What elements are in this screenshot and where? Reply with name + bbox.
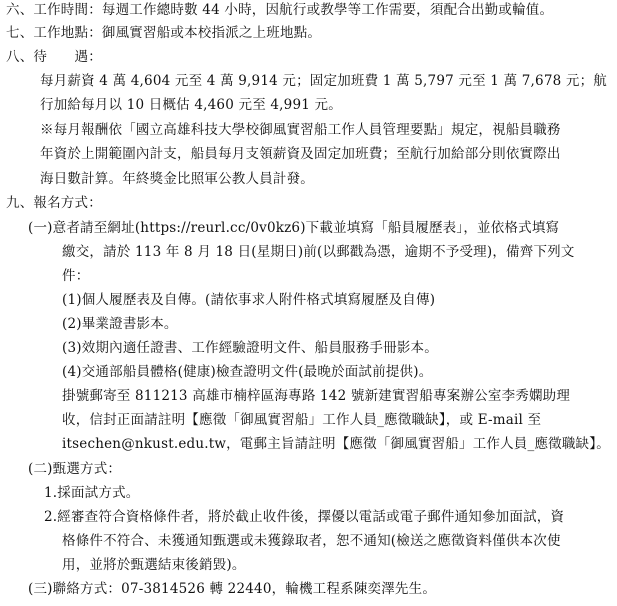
section-7-text: 御風實習船或本校指派之上班地點。 — [101, 25, 322, 41]
selection-item-1: 1.採面試方式。 — [44, 485, 140, 501]
mail-line-3: itsechen@nkust.edu.tw，電郵主旨請註明【應徵「御風實習船」工作人員_應徵職缺】。 — [62, 436, 610, 452]
salary-line-1: 每月薪資 4 萬 4,604 元至 4 萬 9,914 元；固定加班費 1 萬 5,797 元至 1 萬 7,678 元；航 — [40, 73, 608, 89]
section-9-label: 九、報名方式： — [6, 195, 102, 211]
document-item-1: (1)個人履歷表及自傳。(請依事求人附件格式填寫履歷及自傳) — [62, 292, 436, 308]
section-7-work-location — [6, 24, 321, 42]
selection-method-label: (二)甄選方式： — [28, 461, 122, 477]
application-line-3: 件： — [62, 268, 90, 284]
contact-info: (三)聯絡方式：07-3814526 轉 22440，輪機工程系陳奕澤先生。 — [28, 581, 437, 597]
selection-item-2-line-1: 2.經審查符合資格條件者，將於截止收件後，擇優以電話或電子郵件通知參加面試，資 — [44, 509, 565, 525]
document-item-2: (2)畢業證書影本。 — [62, 316, 178, 332]
application-line-2: 繳交，請於 113 年 8 月 18 日(星期日)前(以郵戳為憑，逾期不予受理)，備齊下列文 — [62, 244, 575, 260]
document-item-3: (3)效期內適任證書、工作經驗證明文件、船員服務手冊影本。 — [62, 340, 438, 356]
mail-line-2: 收，信封正面請註明【應徵「御風實習船」工作人員_應徵職缺】，或 E-mail 至 — [62, 412, 542, 428]
section-8-label: 八、待 遇： — [6, 49, 102, 65]
section-6-label: 六、工作時間： — [6, 2, 102, 18]
selection-item-2-line-2: 格條件不符合、未獲通知甄選或未獲錄取者，恕不通知(檢送之應徵資料僅供本次使 — [62, 533, 561, 549]
salary-note-line-3: 海日數計算。年終獎金比照軍公教人員計發。 — [40, 171, 314, 187]
mail-line-1: 掛號郵寄至 811213 高雄市楠梓區海專路 142 號新建實習船專案辦公室李秀嫻助理 — [62, 388, 571, 404]
document-item-4: (4)交通部船員體格(健康)檢查證明文件(最晚於面試前提供)。 — [62, 364, 433, 380]
application-line-1: (一)意者請至網址(https://reurl.cc/0v0kz6)下載並填寫「船員履歷表」，並依格式填寫 — [28, 220, 560, 236]
selection-item-2-line-3: 用，並將於甄選結束後銷毀)。 — [62, 557, 246, 573]
section-6-text: 每週工作總時數 44 小時，因航行或教學等工作需要，須配合出勤或輪值。 — [101, 2, 554, 18]
section-7-label: 七、工作地點： — [6, 25, 102, 41]
salary-note-line-1: ※每月報酬依「國立高雄科技大學校御風實習船工作人員管理要點」規定，視船員職務 — [40, 122, 561, 138]
section-6-work-hours — [6, 1, 553, 19]
salary-note-line-2: 年資於上開範圍內計支，船員每月支領薪資及固定加班費；至航行加給部分則依實際出 — [40, 146, 561, 162]
salary-line-2: 行加給每月以 10 日概估 4,460 元至 4,991 元。 — [40, 97, 342, 113]
